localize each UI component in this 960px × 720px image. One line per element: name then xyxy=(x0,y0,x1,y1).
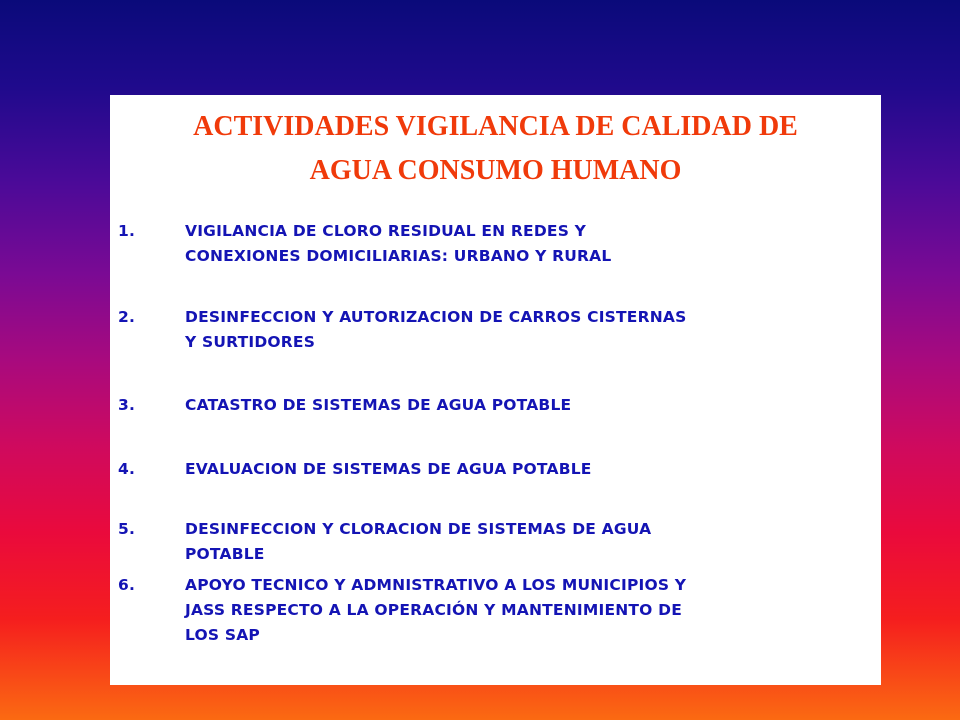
item-line: LOS SAP xyxy=(185,626,260,644)
item-line: Y SURTIDORES xyxy=(185,333,316,351)
item-line: EVALUACION DE SISTEMAS DE AGUA POTABLE xyxy=(185,460,592,478)
item-line: APOYO TECNICO Y ADMNISTRATIVO A LOS MUNICIPIOS Y xyxy=(185,576,687,594)
item-number: 5. xyxy=(118,520,136,538)
item-text xyxy=(185,219,845,269)
item-text xyxy=(185,517,845,567)
item-text xyxy=(185,457,845,482)
item-line: POTABLE xyxy=(185,545,265,563)
item-line: DESINFECCION Y AUTORIZACION DE CARROS CISTERNAS xyxy=(185,308,687,326)
item-line: CONEXIONES DOMICILIARIAS: URBANO Y RURAL xyxy=(185,247,612,265)
title-line-1: ACTIVIDADES VIGILANCIA DE CALIDAD DE xyxy=(193,111,798,142)
item-number: 2. xyxy=(118,308,136,326)
item-line: DESINFECCION Y CLORACION DE SISTEMAS DE AGUA xyxy=(185,520,652,538)
item-text xyxy=(185,393,845,418)
title-line-2: AGUA CONSUMO HUMANO xyxy=(309,155,682,186)
item-number: 6. xyxy=(118,576,136,594)
item-text xyxy=(185,573,845,648)
content-panel xyxy=(110,95,881,685)
item-text xyxy=(185,305,845,355)
item-line: CATASTRO DE SISTEMAS DE AGUA POTABLE xyxy=(185,396,572,414)
item-line: VIGILANCIA DE CLORO RESIDUAL EN REDES Y xyxy=(185,222,587,240)
item-number: 4. xyxy=(118,460,136,478)
item-line: JASS RESPECTO A LA OPERACIÓN Y MANTENIMIENTO DE xyxy=(185,601,683,619)
item-number: 1. xyxy=(118,222,136,240)
slide-title xyxy=(110,105,881,193)
item-number: 3. xyxy=(118,396,136,414)
